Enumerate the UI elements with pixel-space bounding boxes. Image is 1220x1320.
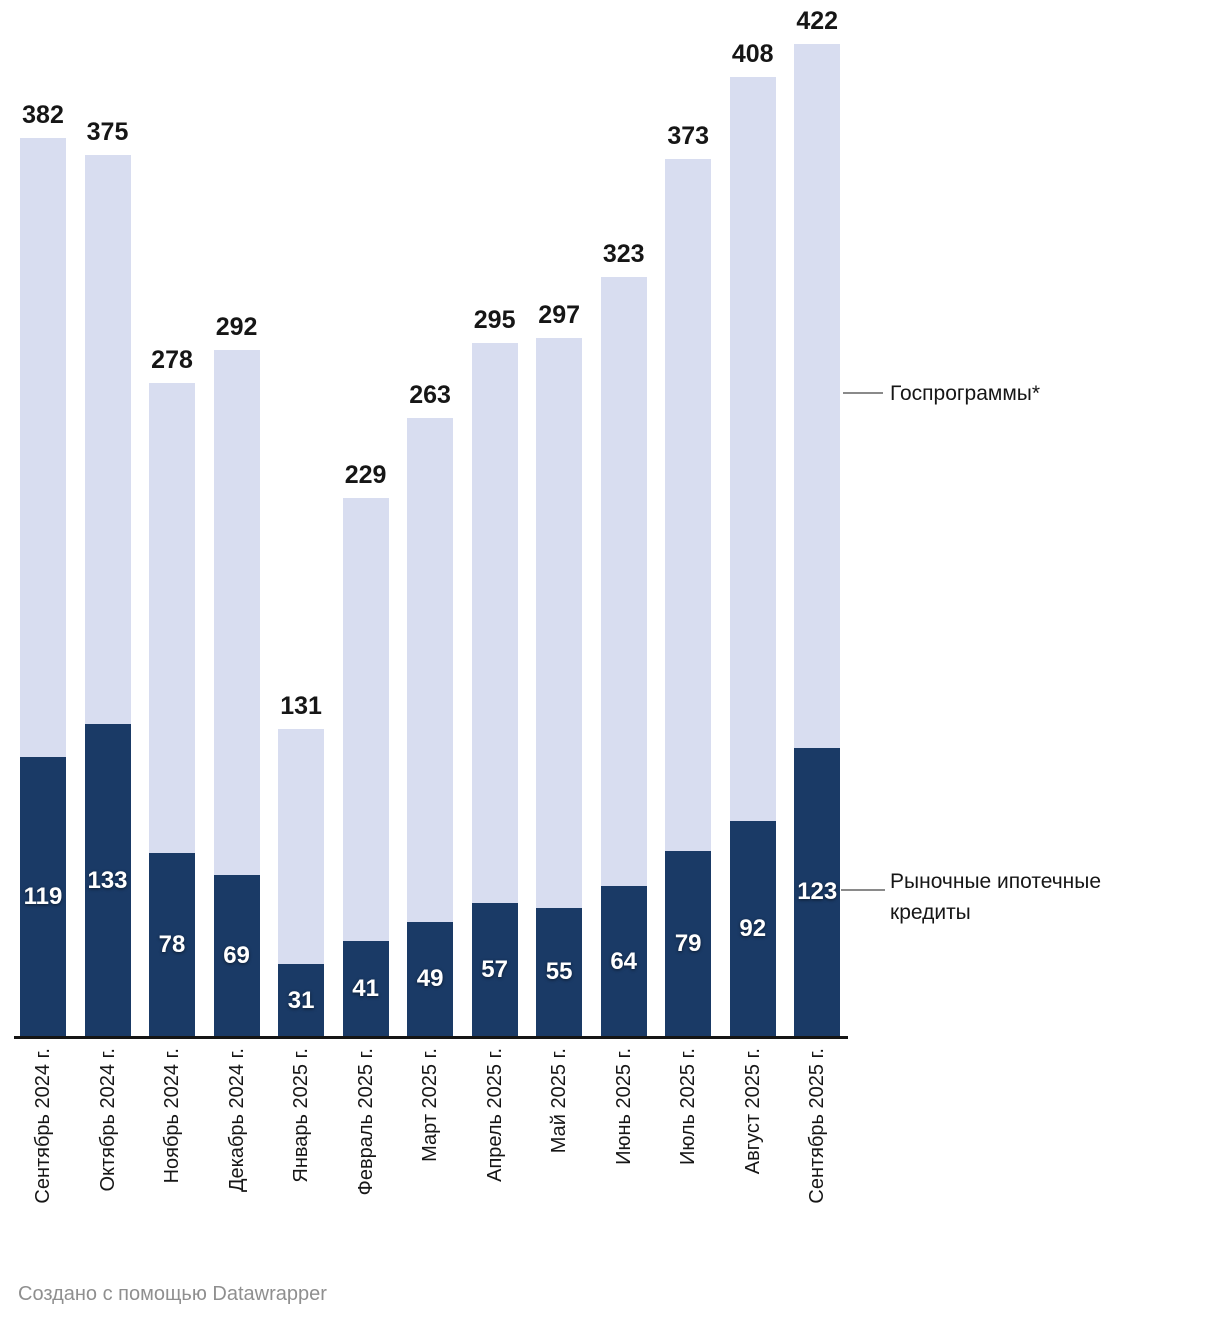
annotation-market-line2: кредиты [890, 901, 971, 924]
bar-segment-gosprogrammy[interactable] [536, 338, 582, 907]
x-axis-label: Декабрь 2024 г. [225, 1048, 248, 1192]
bar-segment-gosprogrammy[interactable] [214, 350, 260, 875]
bar-total-label: 408 [731, 39, 774, 68]
bar-total-label: 263 [409, 381, 451, 410]
bar-market-label: 55 [545, 958, 573, 986]
bar-market-label: 69 [223, 941, 250, 969]
bar-total-label: 422 [796, 7, 839, 35]
annotation-connector-market [841, 889, 885, 891]
x-axis-line [14, 1036, 848, 1039]
datawrapper-attribution [18, 1283, 327, 1306]
bar-total-label: 373 [667, 122, 710, 151]
x-axis-label: Май 2025 г. [548, 1048, 571, 1154]
bar-market-label: 41 [352, 974, 379, 1002]
x-axis-label: Март 2025 г. [419, 1048, 442, 1162]
bar-segment-gosprogrammy[interactable] [407, 418, 453, 922]
x-axis-label: Июль 2025 г. [677, 1048, 700, 1166]
annotation-connector-gosprogrammy [843, 392, 883, 394]
bar-total-label: 297 [538, 301, 581, 330]
bar-total-label: 292 [215, 312, 258, 341]
attribution-prefix: Создано с помощью [18, 1283, 207, 1305]
bar-market-label: 78 [158, 931, 186, 959]
bar-market-label: 31 [287, 986, 315, 1014]
bar-market-label: 92 [739, 914, 767, 942]
x-axis-label: Сентябрь 2024 г. [32, 1048, 54, 1204]
bar-segment-gosprogrammy[interactable] [343, 498, 389, 940]
bar-market-label: 119 [23, 882, 63, 910]
x-axis-label: Июнь 2025 г. [612, 1048, 635, 1165]
bar-market-label: 133 [87, 866, 128, 894]
x-axis-label: Август 2025 г. [741, 1048, 764, 1175]
bar-segment-gosprogrammy[interactable] [20, 138, 66, 757]
x-axis-label: Январь 2025 г. [290, 1048, 313, 1183]
bar-segment-gosprogrammy[interactable] [794, 44, 840, 748]
x-axis-label: Сентябрь 2025 г. [806, 1048, 829, 1204]
bar-market-label: 57 [481, 955, 508, 983]
x-axis-label: Февраль 2025 г. [354, 1048, 377, 1196]
bar-total-label: 382 [22, 101, 64, 130]
annotation-gosprogrammy: Госпрограммы* [890, 382, 1041, 405]
datawrapper-link[interactable]: Datawrapper [212, 1283, 327, 1305]
bar-total-label: 323 [602, 239, 645, 268]
annotation-market [890, 866, 1101, 928]
bar-market-label: 123 [797, 878, 838, 906]
bar-market-label: 79 [674, 930, 702, 958]
bar-segment-gosprogrammy[interactable] [601, 277, 647, 886]
x-axis-label: Апрель 2025 г. [483, 1048, 506, 1182]
bar-total-label: 375 [86, 117, 129, 146]
bar-segment-gosprogrammy[interactable] [665, 159, 711, 851]
x-axis-label: Октябрь 2024 г. [96, 1048, 119, 1192]
bar-total-label: 131 [280, 691, 322, 720]
bar-total-label: 295 [473, 305, 516, 334]
bar-segment-gosprogrammy[interactable] [278, 729, 324, 964]
bar-segment-gosprogrammy[interactable] [149, 383, 195, 854]
bar-market-label: 64 [610, 947, 638, 975]
annotation-market-line1: Рыночные ипотечные [890, 870, 1102, 893]
bar-segment-gosprogrammy[interactable] [85, 155, 131, 724]
bar-total-label: 278 [151, 345, 193, 374]
bar-segment-gosprogrammy[interactable] [730, 77, 776, 821]
bar-segment-gosprogrammy[interactable] [472, 343, 518, 903]
bar-total-label: 229 [344, 461, 387, 490]
bar-market-label: 49 [416, 965, 444, 993]
x-axis-label: Ноябрь 2024 г. [161, 1048, 184, 1184]
